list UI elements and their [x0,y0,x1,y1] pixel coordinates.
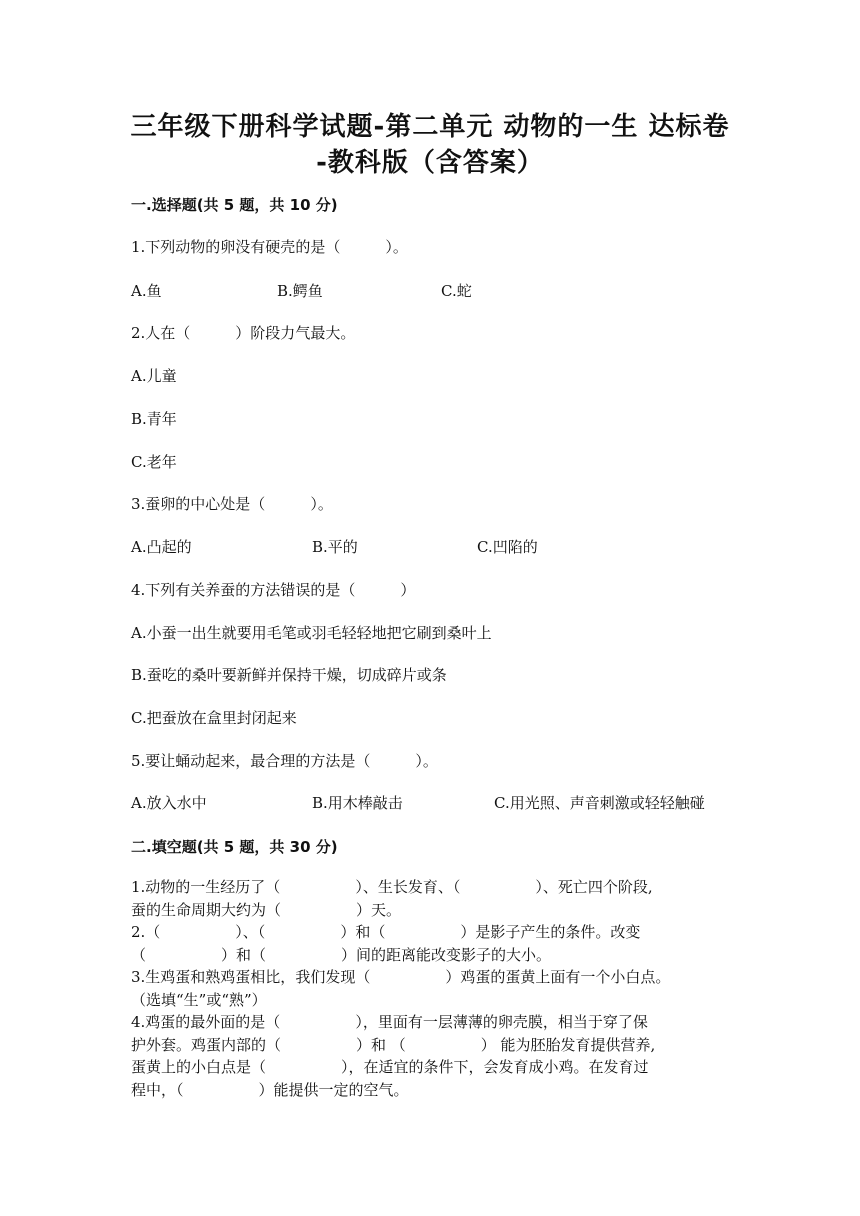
page-title-line-1: 三年级下册科学试题-第二单元 动物的一生 达标卷 [130,112,730,142]
fill-question-3-line: （选填“生”或“熟”） [131,990,267,1009]
fill-question-4-line: 蛋黄上的小白点是（ ），在适宜的条件下，会发育成小鸡。在发育过 [131,1058,649,1076]
question-5-option-c: C.用光照、声音刺激或轻轻触碰 [494,794,705,812]
question-2-option-a: A.儿童 [131,367,177,385]
question-2-option-b: B.青年 [131,410,177,428]
section-heading-fill-blank: 二.填空题(共 5 题，共 30 分) [131,838,338,856]
question-4-option-a: A.小蚕一出生就要用毛笔或羽毛轻轻地把它刷到桑叶上 [131,624,492,642]
fill-question-3 [131,966,731,1011]
question-4-stem: 4.下列有关养蚕的方法错误的是（ ） [131,581,416,599]
question-4-option-b: B.蚕吃的桑叶要新鲜并保持干燥，切成碎片或条 [131,666,447,684]
fill-question-4 [131,1011,731,1101]
page-title-line-2: -教科版（含答案） [316,148,544,178]
fill-question-3-line: 3.生鸡蛋和熟鸡蛋相比，我们发现（ ）鸡蛋的蛋黄上面有一个小白点。 [131,968,671,986]
fill-question-4-line: 程中，（ ）能提供一定的空气。 [131,1080,409,1099]
question-5-stem: 5.要让蛹动起来，最合理的方法是（ ）。 [131,752,438,770]
question-4-option-c: C.把蚕放在盒里封闭起来 [131,709,297,727]
question-3-option-a: A.凸起的 [131,538,192,556]
question-1-option-b: B.鳄鱼 [277,282,323,300]
fill-question-2 [131,921,731,966]
question-1-option-a: A.鱼 [131,282,162,300]
fill-question-1-line: 蚕的生命周期大约为（ ）天。 [131,900,402,919]
question-3-option-c: C.凹陷的 [477,538,538,556]
fill-question-1-line: 1.动物的一生经历了（ ）、生长发育、（ ）、死亡四个阶段, [131,878,653,896]
question-5-option-a: A.放入水中 [131,794,207,812]
fill-question-2-line: 2.（ ）、（ ）和（ ）是影子产生的条件。改变 [131,923,641,941]
question-1-stem: 1.下列动物的卵没有硬壳的是（ ）。 [131,238,408,256]
question-3-option-b: B.平的 [312,538,358,556]
section-heading-choice: 一.选择题(共 5 题，共 10 分) [131,196,338,214]
question-5-option-b: B.用木棒敲击 [312,794,403,812]
question-1-option-c: C.蛇 [441,282,472,300]
question-2-stem: 2.人在（ ）阶段力气最大。 [131,324,356,342]
fill-question-1 [131,876,731,921]
fill-question-4-line: 护外套。鸡蛋内部的（ ）和 （ ） 能为胚胎发育提供营养, [131,1035,656,1054]
fill-question-4-line: 4.鸡蛋的最外面的是（ ），里面有一层薄薄的卵壳膜，相当于穿了保 [131,1013,648,1031]
fill-question-2-line: （ ）和（ ）间的距离能改变影子的大小。 [131,945,552,964]
question-2-option-c: C.老年 [131,453,177,471]
question-3-stem: 3.蚕卵的中心处是（ ）。 [131,495,333,513]
